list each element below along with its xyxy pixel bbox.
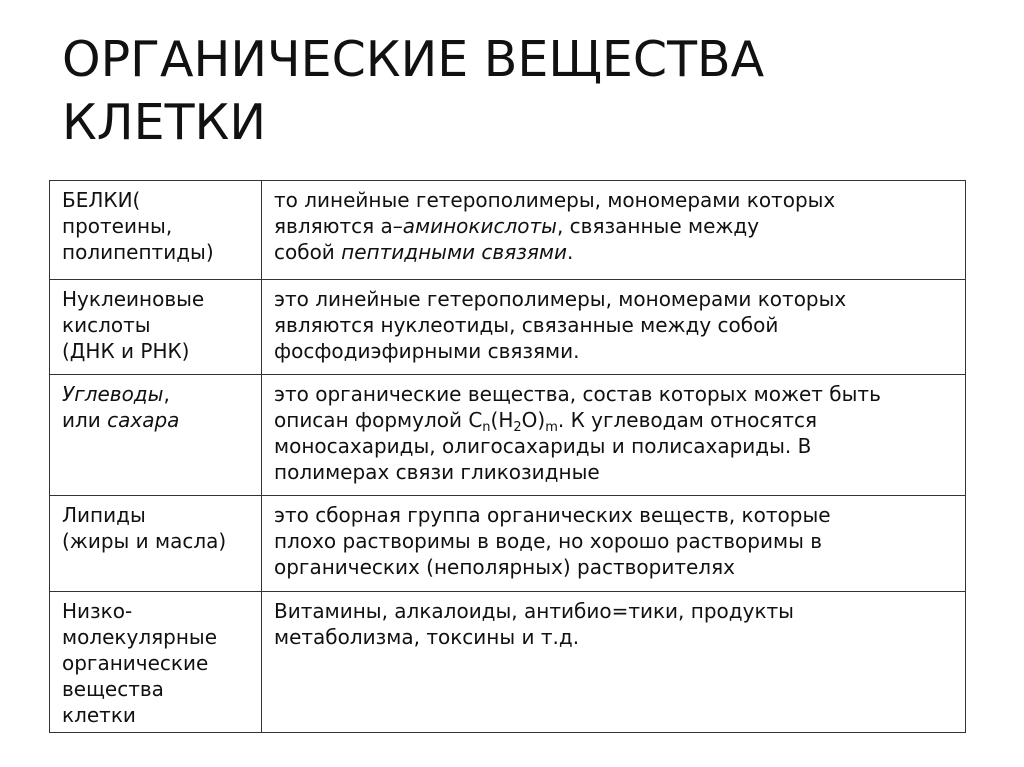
slide-title-line-2: КЛЕТКИ bbox=[62, 94, 266, 151]
definition-line: моносахариды, олигосахариды и полисахариды. В bbox=[274, 434, 812, 458]
formula-subscript-n: n bbox=[482, 420, 491, 435]
term-italic: сахара bbox=[107, 408, 180, 432]
definition-line: то линейные гетерополимеры, мономерами которых bbox=[274, 188, 836, 212]
term-line bbox=[62, 381, 251, 407]
term-line: органические bbox=[62, 651, 209, 675]
term-line: Низко- bbox=[62, 599, 133, 623]
definition-italic-term: аминокислоты bbox=[402, 214, 557, 238]
term-line: полипептиды) bbox=[62, 240, 214, 264]
definition-text: описан формулой C bbox=[274, 408, 483, 432]
term-line: Нуклеиновые bbox=[62, 287, 205, 311]
definition-text: . К углеводам относятся bbox=[557, 408, 818, 432]
term-italic: Углеводы bbox=[62, 382, 164, 406]
definition-cell-carbohydrates bbox=[262, 375, 966, 496]
table-row-nucleic-acids bbox=[50, 280, 966, 375]
term-cell-proteins bbox=[50, 181, 262, 280]
definition-line: это сборная группа органических веществ, которые bbox=[274, 503, 831, 527]
definition-text: , связанные между bbox=[556, 214, 760, 238]
definition-line: это органические вещества, состав которых может быть bbox=[274, 382, 881, 406]
definition-line: это линейные гетерополимеры, мономерами которых bbox=[274, 287, 847, 311]
term-cell-low-molecular bbox=[50, 592, 262, 733]
definition-line: плохо растворимы в воде, но хорошо растворимы в bbox=[274, 529, 822, 553]
term-line: Липиды bbox=[62, 503, 146, 527]
definition-text: . bbox=[566, 240, 574, 264]
slide-title bbox=[62, 28, 962, 154]
definition-cell-proteins bbox=[262, 181, 966, 280]
definition-line-formula bbox=[274, 407, 955, 433]
term-line: (ДНК и РНК) bbox=[62, 339, 190, 363]
table-row-low-molecular bbox=[50, 592, 966, 733]
definition-line bbox=[274, 239, 955, 265]
definition-cell-low-molecular bbox=[262, 592, 966, 733]
definition-line: фосфодиэфирными связями. bbox=[274, 339, 580, 363]
term-line: (жиры и масла) bbox=[62, 529, 227, 553]
term-line: клетки bbox=[62, 703, 136, 727]
term-cell-lipids bbox=[50, 496, 262, 592]
definition-cell-nucleic-acids bbox=[262, 280, 966, 375]
organic-substances-table bbox=[49, 180, 966, 733]
term-line: молекулярные bbox=[62, 625, 218, 649]
term-line: кислоты bbox=[62, 313, 151, 337]
term-cell-carbohydrates bbox=[50, 375, 262, 496]
definition-text: (H bbox=[490, 408, 514, 432]
table-row-lipids bbox=[50, 496, 966, 592]
definition-line: органических (неполярных) растворителях bbox=[274, 555, 735, 579]
definition-text: O) bbox=[521, 408, 546, 432]
definition-line: полимерах связи гликозидные bbox=[274, 460, 600, 484]
term-cell-nucleic-acids bbox=[50, 280, 262, 375]
formula-subscript-2: 2 bbox=[513, 420, 522, 435]
slide-title-line-1: ОРГАНИЧЕСКИЕ ВЕЩЕСТВА bbox=[62, 31, 765, 88]
definition-text: являются a– bbox=[274, 214, 403, 238]
table-row-proteins bbox=[50, 181, 966, 280]
definition-line: являются нуклеотиды, связанные между собой bbox=[274, 313, 779, 337]
definition-line bbox=[274, 213, 955, 239]
term-line bbox=[62, 407, 251, 433]
definition-text: собой bbox=[274, 240, 342, 264]
term-text: , bbox=[163, 382, 170, 406]
term-line: протеины, bbox=[62, 214, 173, 238]
definition-line: метаболизма, токсины и т.д. bbox=[274, 625, 580, 649]
formula-subscript-m: m bbox=[545, 420, 558, 435]
definition-cell-lipids bbox=[262, 496, 966, 592]
term-line: БЕЛКИ( bbox=[62, 188, 141, 212]
term-text: или bbox=[62, 408, 108, 432]
definition-line: Витамины, алкалоиды, антибио=тики, продукты bbox=[274, 599, 794, 623]
term-line: вещества bbox=[62, 677, 164, 701]
table-row-carbohydrates bbox=[50, 375, 966, 496]
definition-italic-term: пептидными связями bbox=[341, 240, 567, 264]
